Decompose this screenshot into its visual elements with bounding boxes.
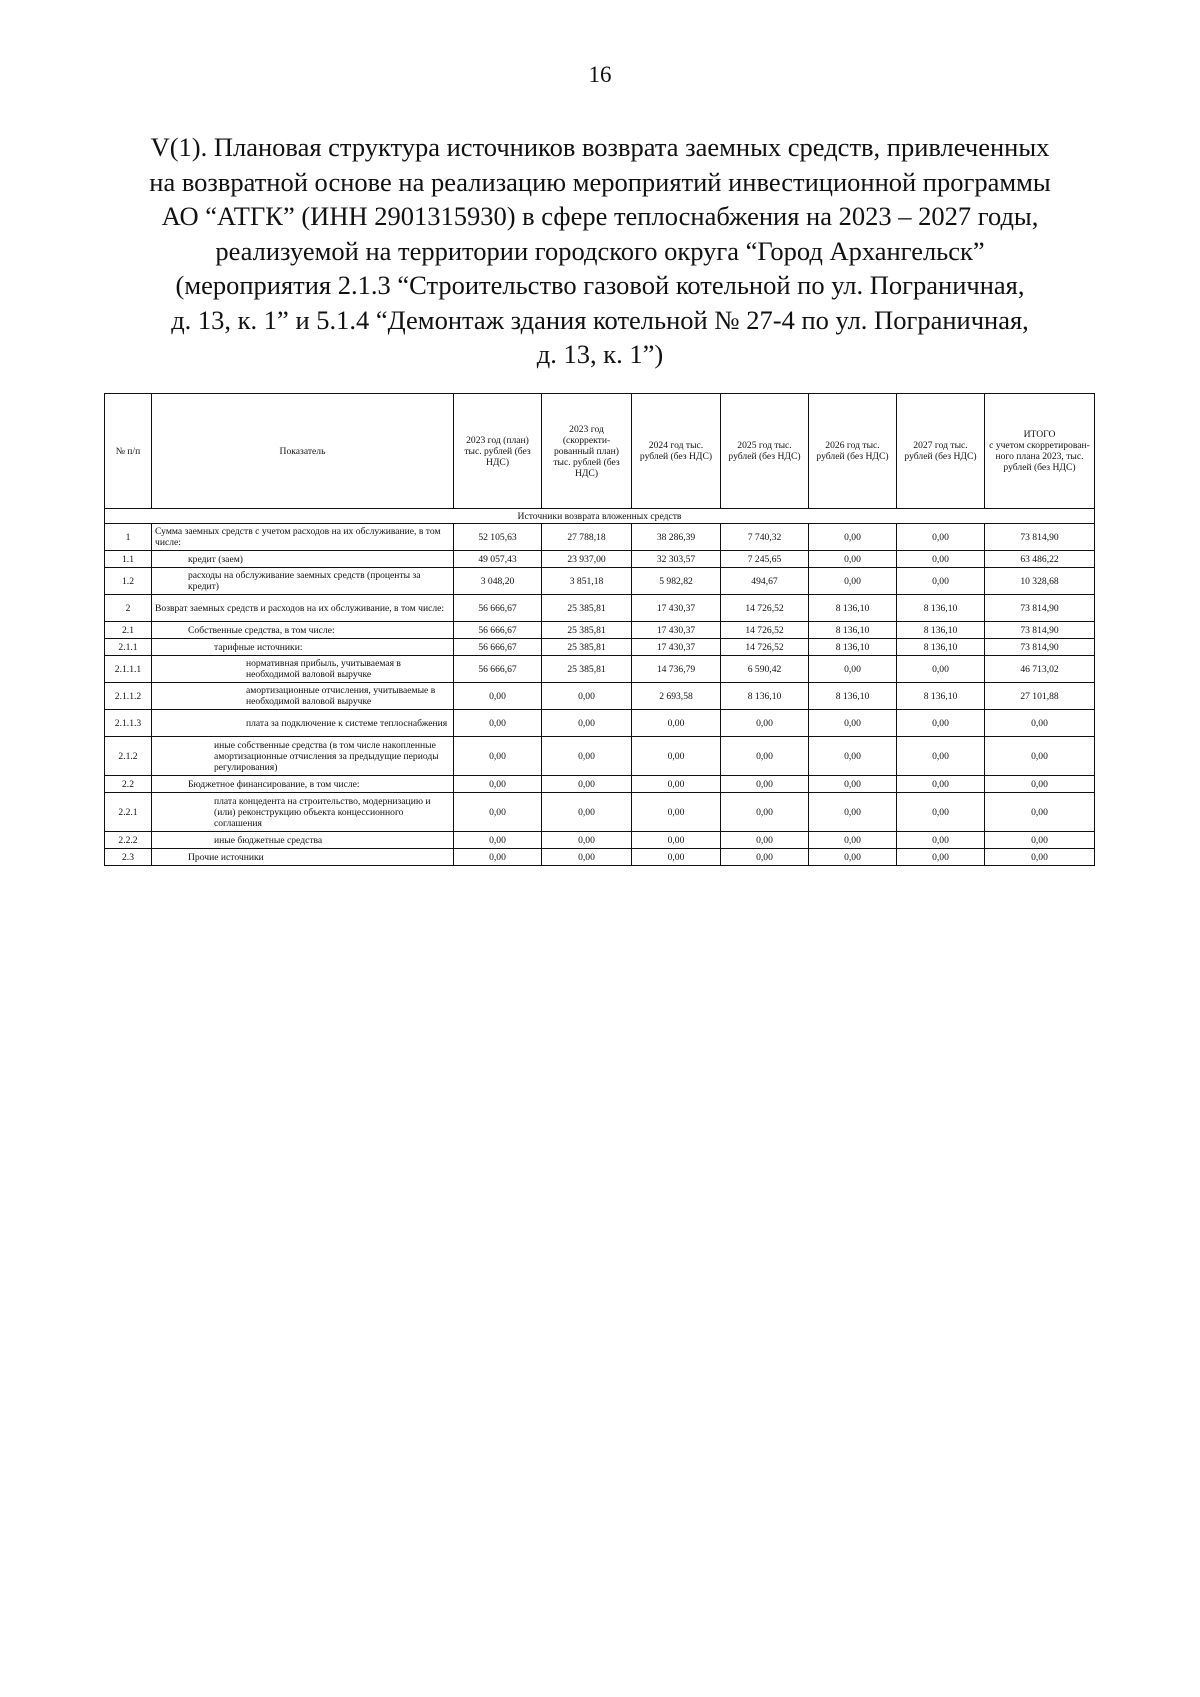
row-value: 0,00 <box>809 849 897 866</box>
row-value: 0,00 <box>809 737 897 776</box>
row-value: 0,00 <box>809 524 897 551</box>
row-value: 49 057,43 <box>454 551 542 568</box>
row-value: 7 740,32 <box>721 524 809 551</box>
row-value: 14 736,79 <box>632 656 721 683</box>
row-number: 1.1 <box>105 551 152 568</box>
row-value: 73 814,90 <box>985 524 1095 551</box>
row-number: 2.1.1.2 <box>105 683 152 710</box>
document-title <box>100 130 1100 372</box>
row-value: 17 430,37 <box>632 595 721 622</box>
row-value: 0,00 <box>897 551 985 568</box>
row-value: 6 590,42 <box>721 656 809 683</box>
row-value: 0,00 <box>454 710 542 737</box>
row-value: 0,00 <box>542 683 632 710</box>
row-value: 8 136,10 <box>897 639 985 656</box>
row-value: 73 814,90 <box>985 595 1095 622</box>
row-value: 10 328,68 <box>985 568 1095 595</box>
row-indicator: кредит (заем) <box>152 551 454 568</box>
row-value: 0,00 <box>897 849 985 866</box>
sources-table <box>104 393 1095 866</box>
row-number: 1 <box>105 524 152 551</box>
row-value: 8 136,10 <box>809 683 897 710</box>
row-value: 0,00 <box>454 683 542 710</box>
row-value: 0,00 <box>897 793 985 832</box>
row-value: 3 048,20 <box>454 568 542 595</box>
header-2026: 2026 год тыс. рублей (без НДС) <box>809 394 897 509</box>
row-value: 0,00 <box>632 832 721 849</box>
row-number: 2 <box>105 595 152 622</box>
row-value: 0,00 <box>454 737 542 776</box>
row-value: 0,00 <box>632 793 721 832</box>
row-value: 7 245,65 <box>721 551 809 568</box>
row-value: 0,00 <box>985 832 1095 849</box>
row-indicator: Сумма заемных средств с учетом расходов на их обслуживание, в том числе: <box>152 524 454 551</box>
row-value: 17 430,37 <box>632 622 721 639</box>
page-number: 16 <box>588 62 612 87</box>
row-value: 0,00 <box>721 737 809 776</box>
header-total-subtitle: с учетом скорретирован-ного плана 2023, тыс. рублей (без НДС) <box>989 440 1090 473</box>
row-value: 3 851,18 <box>542 568 632 595</box>
title-line: (мероприятия 2.1.3 “Строительство газовой котельной по ул. Пограничная, <box>175 270 1025 300</box>
title-line: на возвратной основе на реализацию мероприятий инвестиционной программы <box>149 166 1051 197</box>
row-value: 0,00 <box>454 776 542 793</box>
row-indicator: Собственные средства, в том числе: <box>152 622 454 639</box>
row-value: 0,00 <box>809 656 897 683</box>
title-line: V(1). Плановая структура источников возврата заемных средств, привлеченных <box>150 132 1050 162</box>
table-row <box>105 776 1095 793</box>
row-value: 0,00 <box>721 776 809 793</box>
row-value: 25 385,81 <box>542 595 632 622</box>
row-value: 0,00 <box>897 737 985 776</box>
row-value: 63 486,22 <box>985 551 1095 568</box>
row-value: 56 666,67 <box>454 622 542 639</box>
table-row <box>105 793 1095 832</box>
title-line: АО “АТГК” (ИНН 2901315930) в сфере теплоснабжения на 2023 – 2027 годы, <box>161 201 1039 231</box>
row-value: 0,00 <box>632 849 721 866</box>
row-value: 494,67 <box>721 568 809 595</box>
row-number: 2.1.2 <box>105 737 152 776</box>
row-value: 46 713,02 <box>985 656 1095 683</box>
row-value: 0,00 <box>542 793 632 832</box>
row-value: 17 430,37 <box>632 639 721 656</box>
row-value: 0,00 <box>454 849 542 866</box>
row-value: 0,00 <box>542 849 632 866</box>
header-2027: 2027 год тыс. рублей (без НДС) <box>897 394 985 509</box>
section-row <box>105 509 1095 524</box>
row-value: 0,00 <box>542 710 632 737</box>
header-2023-adjusted: 2023 год (скорректи-рованный план) тыс. рублей (без НДС) <box>542 394 632 509</box>
row-number: 2.1.1.3 <box>105 710 152 737</box>
row-value: 27 101,88 <box>985 683 1095 710</box>
row-value: 0,00 <box>542 737 632 776</box>
row-value: 73 814,90 <box>985 639 1095 656</box>
row-value: 0,00 <box>632 776 721 793</box>
row-number: 2.1.1.1 <box>105 656 152 683</box>
row-value: 14 726,52 <box>721 622 809 639</box>
title-line: д. 13, к. 1”) <box>536 339 664 369</box>
table-body <box>105 509 1095 866</box>
row-value: 0,00 <box>632 710 721 737</box>
row-number: 2.1.1 <box>105 639 152 656</box>
section-title: Источники возврата вложенных средств <box>105 509 1095 524</box>
header-indicator: Показатель <box>152 394 454 509</box>
row-value: 0,00 <box>897 524 985 551</box>
table-row <box>105 595 1095 622</box>
row-indicator: Возврат заемных средств и расходов на их обслуживание, в том числе: <box>152 595 454 622</box>
row-value: 38 286,39 <box>632 524 721 551</box>
row-indicator: Бюджетное финансирование, в том числе: <box>152 776 454 793</box>
row-indicator: иные бюджетные средства <box>152 832 454 849</box>
row-value: 25 385,81 <box>542 639 632 656</box>
row-value: 32 303,57 <box>632 551 721 568</box>
header-total-title: ИТОГО <box>1023 429 1056 440</box>
row-value: 5 982,82 <box>632 568 721 595</box>
row-value: 0,00 <box>809 832 897 849</box>
row-value: 0,00 <box>985 776 1095 793</box>
row-value: 0,00 <box>897 776 985 793</box>
table-row <box>105 524 1095 551</box>
table-row <box>105 683 1095 710</box>
table-row <box>105 710 1095 737</box>
row-value: 8 136,10 <box>897 595 985 622</box>
row-value: 0,00 <box>809 568 897 595</box>
title-line: д. 13, к. 1” и 5.1.4 “Демонтаж здания котельной № 27-4 по ул. Пограничная, <box>171 304 1029 335</box>
table-row <box>105 639 1095 656</box>
row-number: 1.2 <box>105 568 152 595</box>
table-row <box>105 656 1095 683</box>
row-indicator: плата концедента на строительство, модернизацию и (или) реконструкцию объекта концессионного соглашения <box>152 793 454 832</box>
row-value: 27 788,18 <box>542 524 632 551</box>
row-indicator: расходы на обслуживание заемных средств (проценты за кредит) <box>152 568 454 595</box>
row-value: 0,00 <box>454 793 542 832</box>
row-number: 2.1 <box>105 622 152 639</box>
row-value: 0,00 <box>897 710 985 737</box>
row-value: 0,00 <box>809 793 897 832</box>
row-value: 23 937,00 <box>542 551 632 568</box>
row-value: 0,00 <box>454 832 542 849</box>
row-indicator: плата за подключение к системе теплоснабжения <box>152 710 454 737</box>
row-value: 25 385,81 <box>542 622 632 639</box>
table-row <box>105 551 1095 568</box>
row-value: 52 105,63 <box>454 524 542 551</box>
row-value: 8 136,10 <box>897 683 985 710</box>
row-value: 25 385,81 <box>542 656 632 683</box>
table-row <box>105 622 1095 639</box>
row-value: 14 726,52 <box>721 595 809 622</box>
row-value: 0,00 <box>985 737 1095 776</box>
header-2023-plan: 2023 год (план) тыс. рублей (без НДС) <box>454 394 542 509</box>
row-value: 56 666,67 <box>454 656 542 683</box>
row-value: 8 136,10 <box>809 595 897 622</box>
row-value: 8 136,10 <box>809 622 897 639</box>
row-value: 0,00 <box>721 793 809 832</box>
row-indicator: Прочие источники <box>152 849 454 866</box>
row-value: 8 136,10 <box>721 683 809 710</box>
row-value: 0,00 <box>721 832 809 849</box>
row-value: 0,00 <box>809 551 897 568</box>
table-row <box>105 849 1095 866</box>
row-value: 0,00 <box>809 776 897 793</box>
row-value: 56 666,67 <box>454 595 542 622</box>
table-row <box>105 737 1095 776</box>
header-num: № п/п <box>105 394 152 509</box>
row-value: 0,00 <box>542 832 632 849</box>
row-value: 0,00 <box>721 849 809 866</box>
row-value: 0,00 <box>985 849 1095 866</box>
row-value: 0,00 <box>897 656 985 683</box>
row-number: 2.3 <box>105 849 152 866</box>
row-indicator: амортизационные отчисления, учитываемые в необходимой валовой выручке <box>152 683 454 710</box>
row-value: 0,00 <box>897 832 985 849</box>
title-line: реализуемой на территории городского округа “Город Архангельск” <box>215 235 985 266</box>
row-value: 0,00 <box>632 737 721 776</box>
header-total <box>985 394 1095 509</box>
row-indicator: нормативная прибыль, учитываемая в необходимой валовой выручке <box>152 656 454 683</box>
table-header-row <box>105 394 1095 509</box>
row-value: 0,00 <box>897 568 985 595</box>
row-value: 8 136,10 <box>897 622 985 639</box>
row-value: 2 693,58 <box>632 683 721 710</box>
row-value: 0,00 <box>809 710 897 737</box>
header-2025: 2025 год тыс. рублей (без НДС) <box>721 394 809 509</box>
row-number: 2.2 <box>105 776 152 793</box>
row-value: 8 136,10 <box>809 639 897 656</box>
row-value: 0,00 <box>985 710 1095 737</box>
row-value: 73 814,90 <box>985 622 1095 639</box>
table-row <box>105 832 1095 849</box>
row-value: 14 726,52 <box>721 639 809 656</box>
header-2024: 2024 год тыс. рублей (без НДС) <box>632 394 721 509</box>
row-number: 2.2.2 <box>105 832 152 849</box>
row-value: 0,00 <box>542 776 632 793</box>
table-row <box>105 568 1095 595</box>
row-number: 2.2.1 <box>105 793 152 832</box>
row-indicator: иные собственные средства (в том числе накопленные амортизационные отчисления за предыдущие периоды регулирования) <box>152 737 454 776</box>
row-value: 56 666,67 <box>454 639 542 656</box>
row-value: 0,00 <box>721 710 809 737</box>
row-value: 0,00 <box>985 793 1095 832</box>
row-indicator: тарифные источники: <box>152 639 454 656</box>
